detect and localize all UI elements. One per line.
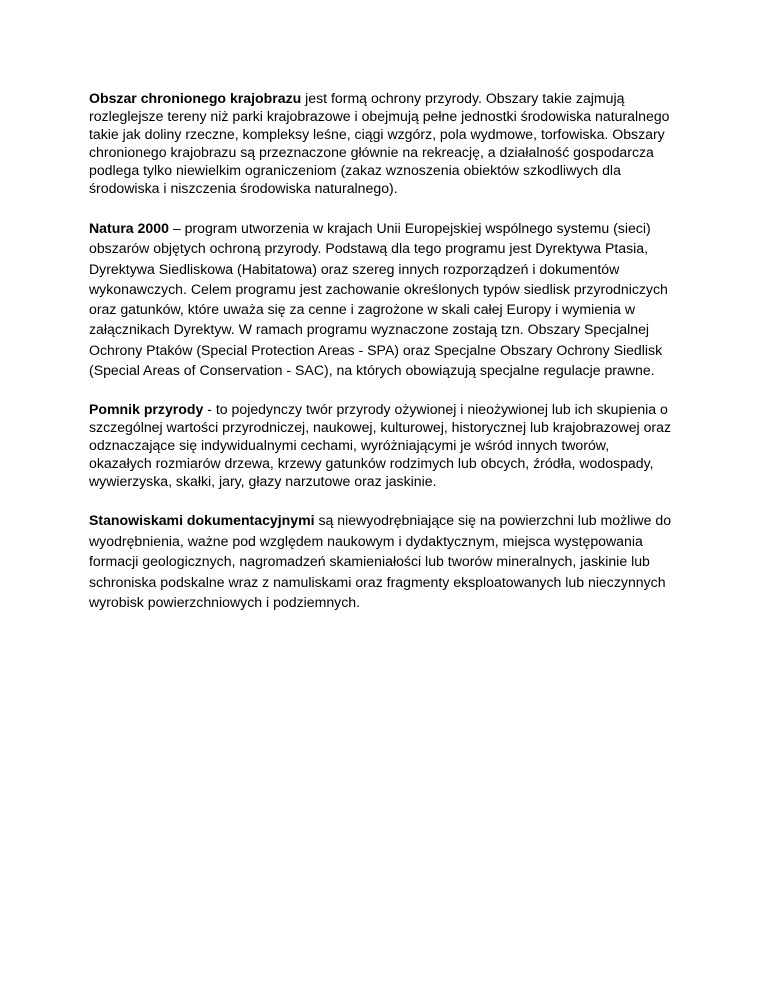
paragraph-term: Pomnik przyrody [89, 401, 204, 418]
paragraph-stanowiska-dokumentacyjne [89, 510, 674, 613]
paragraph-term: Stanowiskami dokumentacyjnymi [89, 512, 315, 529]
paragraph-text: są niewyodrębniające się na powierzchni lub możliwe do wyodrębnienia, ważne pod względem naukowym i dydaktycznym, miejsca występowania formacji geologicznych, nagromadzeń skamieniałości lub tworów mineralnych, jaskinie lub schroniska podskalne wraz z namuliskami oraz fragmenty eksploatowanych lub nieczynnych wyrobisk powierzchniowych i podziemnych. [89, 512, 672, 611]
paragraph-natura-2000 [89, 218, 674, 380]
paragraph-text: - to pojedynczy twór przyrody ożywionej i nieożywionej lub ich skupienia o szczególnej wartości przyrodniczej, naukowej, kulturowej, historycznej lub krajobrazowej oraz odznaczające się indywidualnymi cechami, wyróżniającymi je wśród innych tworów, okazałych rozmiarów drzewa, krzewy gatunków rodzimych lub obcych, źródła, wodospady, wywierzyska, skałki, jary, głazy narzutowe oraz jaskinie. [89, 401, 672, 490]
document-page [89, 89, 674, 613]
paragraph-text: – program utworzenia w krajach Unii Europejskiej wspólnego systemu (sieci) obszarów objętych ochroną przyrody. Podstawą dla tego programu jest Dyrektywa Ptasia, Dyrektywa Siedliskowa (Habitatowa) oraz szereg innych rozporządzeń i dokumentów wykonawczych. Celem programu jest zachowanie określonych typów siedlisk przyrodniczych oraz gatunków, które uważa się za cenne i zagrożone w skali całej Europy i wymienia w załącznikach Dyrektyw. W ramach programu wyznaczone zostają tzn. Obszary Specjalnej Ochrony Ptaków (Special Protection Areas - SPA) oraz Specjalne Obszary Ochrony Siedlisk (Special Areas of Conservation - SAC), na których obowiązują specjalne regulacje prawne. [89, 220, 668, 379]
paragraph-text: jest formą ochrony przyrody. Obszary takie zajmują rozleglejsze tereny niż parki krajobrazowe i obejmują pełne jednostki środowiska naturalnego takie jak doliny rzeczne, kompleksy leśne, ciągi wzgórz, pola wydmowe, torfowiska. Obszary chronionego krajobrazu są przeznaczone głównie na rekreację, a działalność gospodarcza podlega tylko niewielkim ograniczeniom (zakaz wznoszenia obiektów szkodliwych dla środowiska i niszczenia środowiska naturalnego). [89, 90, 670, 196]
paragraph-term: Natura 2000 [89, 220, 169, 236]
paragraph-obszar-chronionego-krajobrazu [89, 89, 674, 197]
paragraph-term: Obszar chronionego krajobrazu [89, 90, 302, 106]
paragraph-pomnik-przyrody [89, 400, 674, 490]
